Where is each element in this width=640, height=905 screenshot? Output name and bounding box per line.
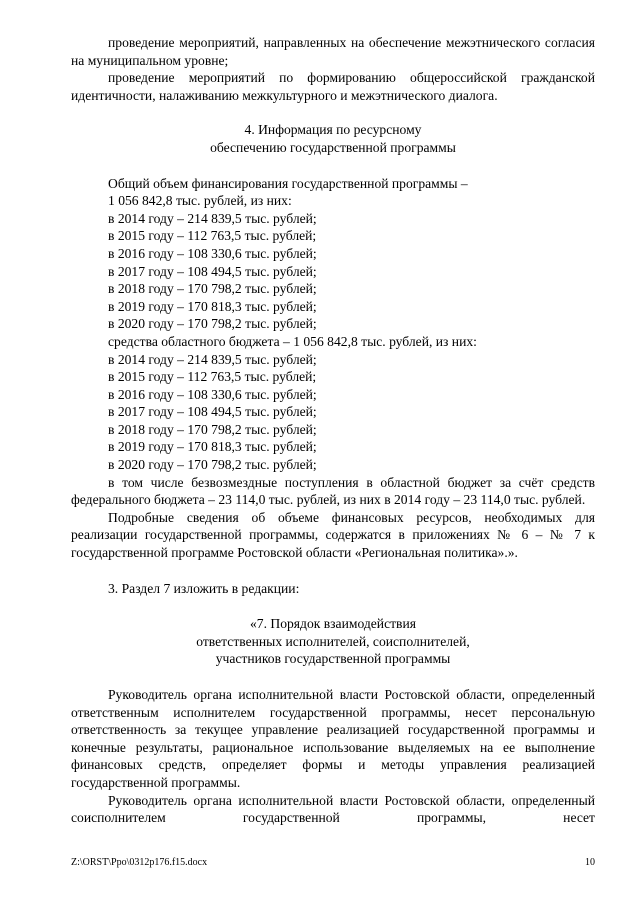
funding-year-2016: в 2016 году – 108 330,6 тыс. рублей; — [108, 245, 317, 261]
document-page — [71, 34, 595, 827]
body-paragraph-1: Руководитель органа исполнительной власти Ростовской области, определенный ответственным исполнителем государственной программы, несет персональную ответственность за текущее управление реализацией государственной программы и конечные результаты, рациональное использование выделяемых на ее выполнение финансовых средств, определяет формы и методы управления реализацией государственной программы. — [71, 687, 595, 790]
intro-item-1: проведение мероприятий, направленных на обеспечение межэтнического согласия на муниципальном уровне; — [71, 35, 595, 68]
regional-year-2018: в 2018 году – 170 798,2 тыс. рублей; — [108, 421, 317, 437]
funding-year-2020: в 2020 году – 170 798,2 тыс. рублей; — [108, 316, 317, 332]
intro-item-2: проведение мероприятий по формированию общероссийской гражданской идентичности, налаживанию межкультурного и межэтнического диалога. — [71, 70, 595, 103]
item-3-instruction: 3. Раздел 7 изложить в редакции: — [108, 580, 300, 596]
section-7-title-line-3: участников государственной программы — [215, 651, 451, 667]
section-4-title-line-1: 4. Информация по ресурсному — [244, 122, 422, 138]
funding-year-2015: в 2015 году – 112 763,5 тыс. рублей; — [108, 228, 317, 244]
regional-budget-total: средства областного бюджета – 1 056 842,8 тыс. рублей, из них: — [108, 333, 477, 349]
federal-funding-note: в том числе безвозмездные поступления в областной бюджет за счёт средств федерального бюджета – 23 114,0 тыс. рублей, из них в 2014 году – 23 114,0 тыс. рублей. — [71, 474, 595, 508]
regional-year-2020: в 2020 году – 170 798,2 тыс. рублей; — [108, 457, 317, 473]
regional-year-2016: в 2016 году – 108 330,6 тыс. рублей; — [108, 386, 317, 402]
page-footer — [71, 857, 595, 869]
regional-year-2017: в 2017 году – 108 494,5 тыс. рублей; — [108, 404, 317, 420]
funding-total-line-1: Общий объем финансирования государственной программы – — [108, 175, 468, 191]
funding-year-2018: в 2018 году – 170 798,2 тыс. рублей; — [108, 281, 317, 297]
funding-year-2019: в 2019 году – 170 818,3 тыс. рублей; — [108, 298, 317, 314]
section-4-heading — [71, 121, 595, 156]
footer-file-path: Z:\ORST\Ppo\0312p176.f15.docx — [71, 857, 208, 868]
section-7-title-line-2: ответственных исполнителей, соисполнителей, — [196, 633, 470, 649]
funding-year-2017: в 2017 году – 108 494,5 тыс. рублей; — [108, 263, 317, 279]
section-7-title-line-1: «7. Порядок взаимодействия — [249, 616, 417, 632]
section-7-heading — [71, 615, 595, 668]
regional-year-2019: в 2019 году – 170 818,3 тыс. рублей; — [108, 439, 317, 455]
funding-details: Подробные сведения об объеме финансовых ресурсов, необходимых для реализации государственной программы, содержатся в приложениях № 6 – № 7 к государственной программе Ростовской области «Региональная политика».». — [71, 509, 595, 561]
section-4-title-line-2: обеспечению государственной программы — [210, 139, 456, 155]
funding-block — [71, 175, 595, 562]
regional-year-2014: в 2014 году – 214 839,5 тыс. рублей; — [108, 351, 317, 367]
page-number: 10 — [585, 857, 595, 868]
funding-year-2014: в 2014 году – 214 839,5 тыс. рублей; — [108, 210, 317, 226]
funding-total-line-2: 1 056 842,8 тыс. рублей, из них: — [108, 193, 292, 209]
body-paragraph-2: Руководитель органа исполнительной власти Ростовской области, определенный соисполнителем государственной программы, несет — [71, 792, 595, 826]
regional-year-2015: в 2015 году – 112 763,5 тыс. рублей; — [108, 369, 317, 385]
